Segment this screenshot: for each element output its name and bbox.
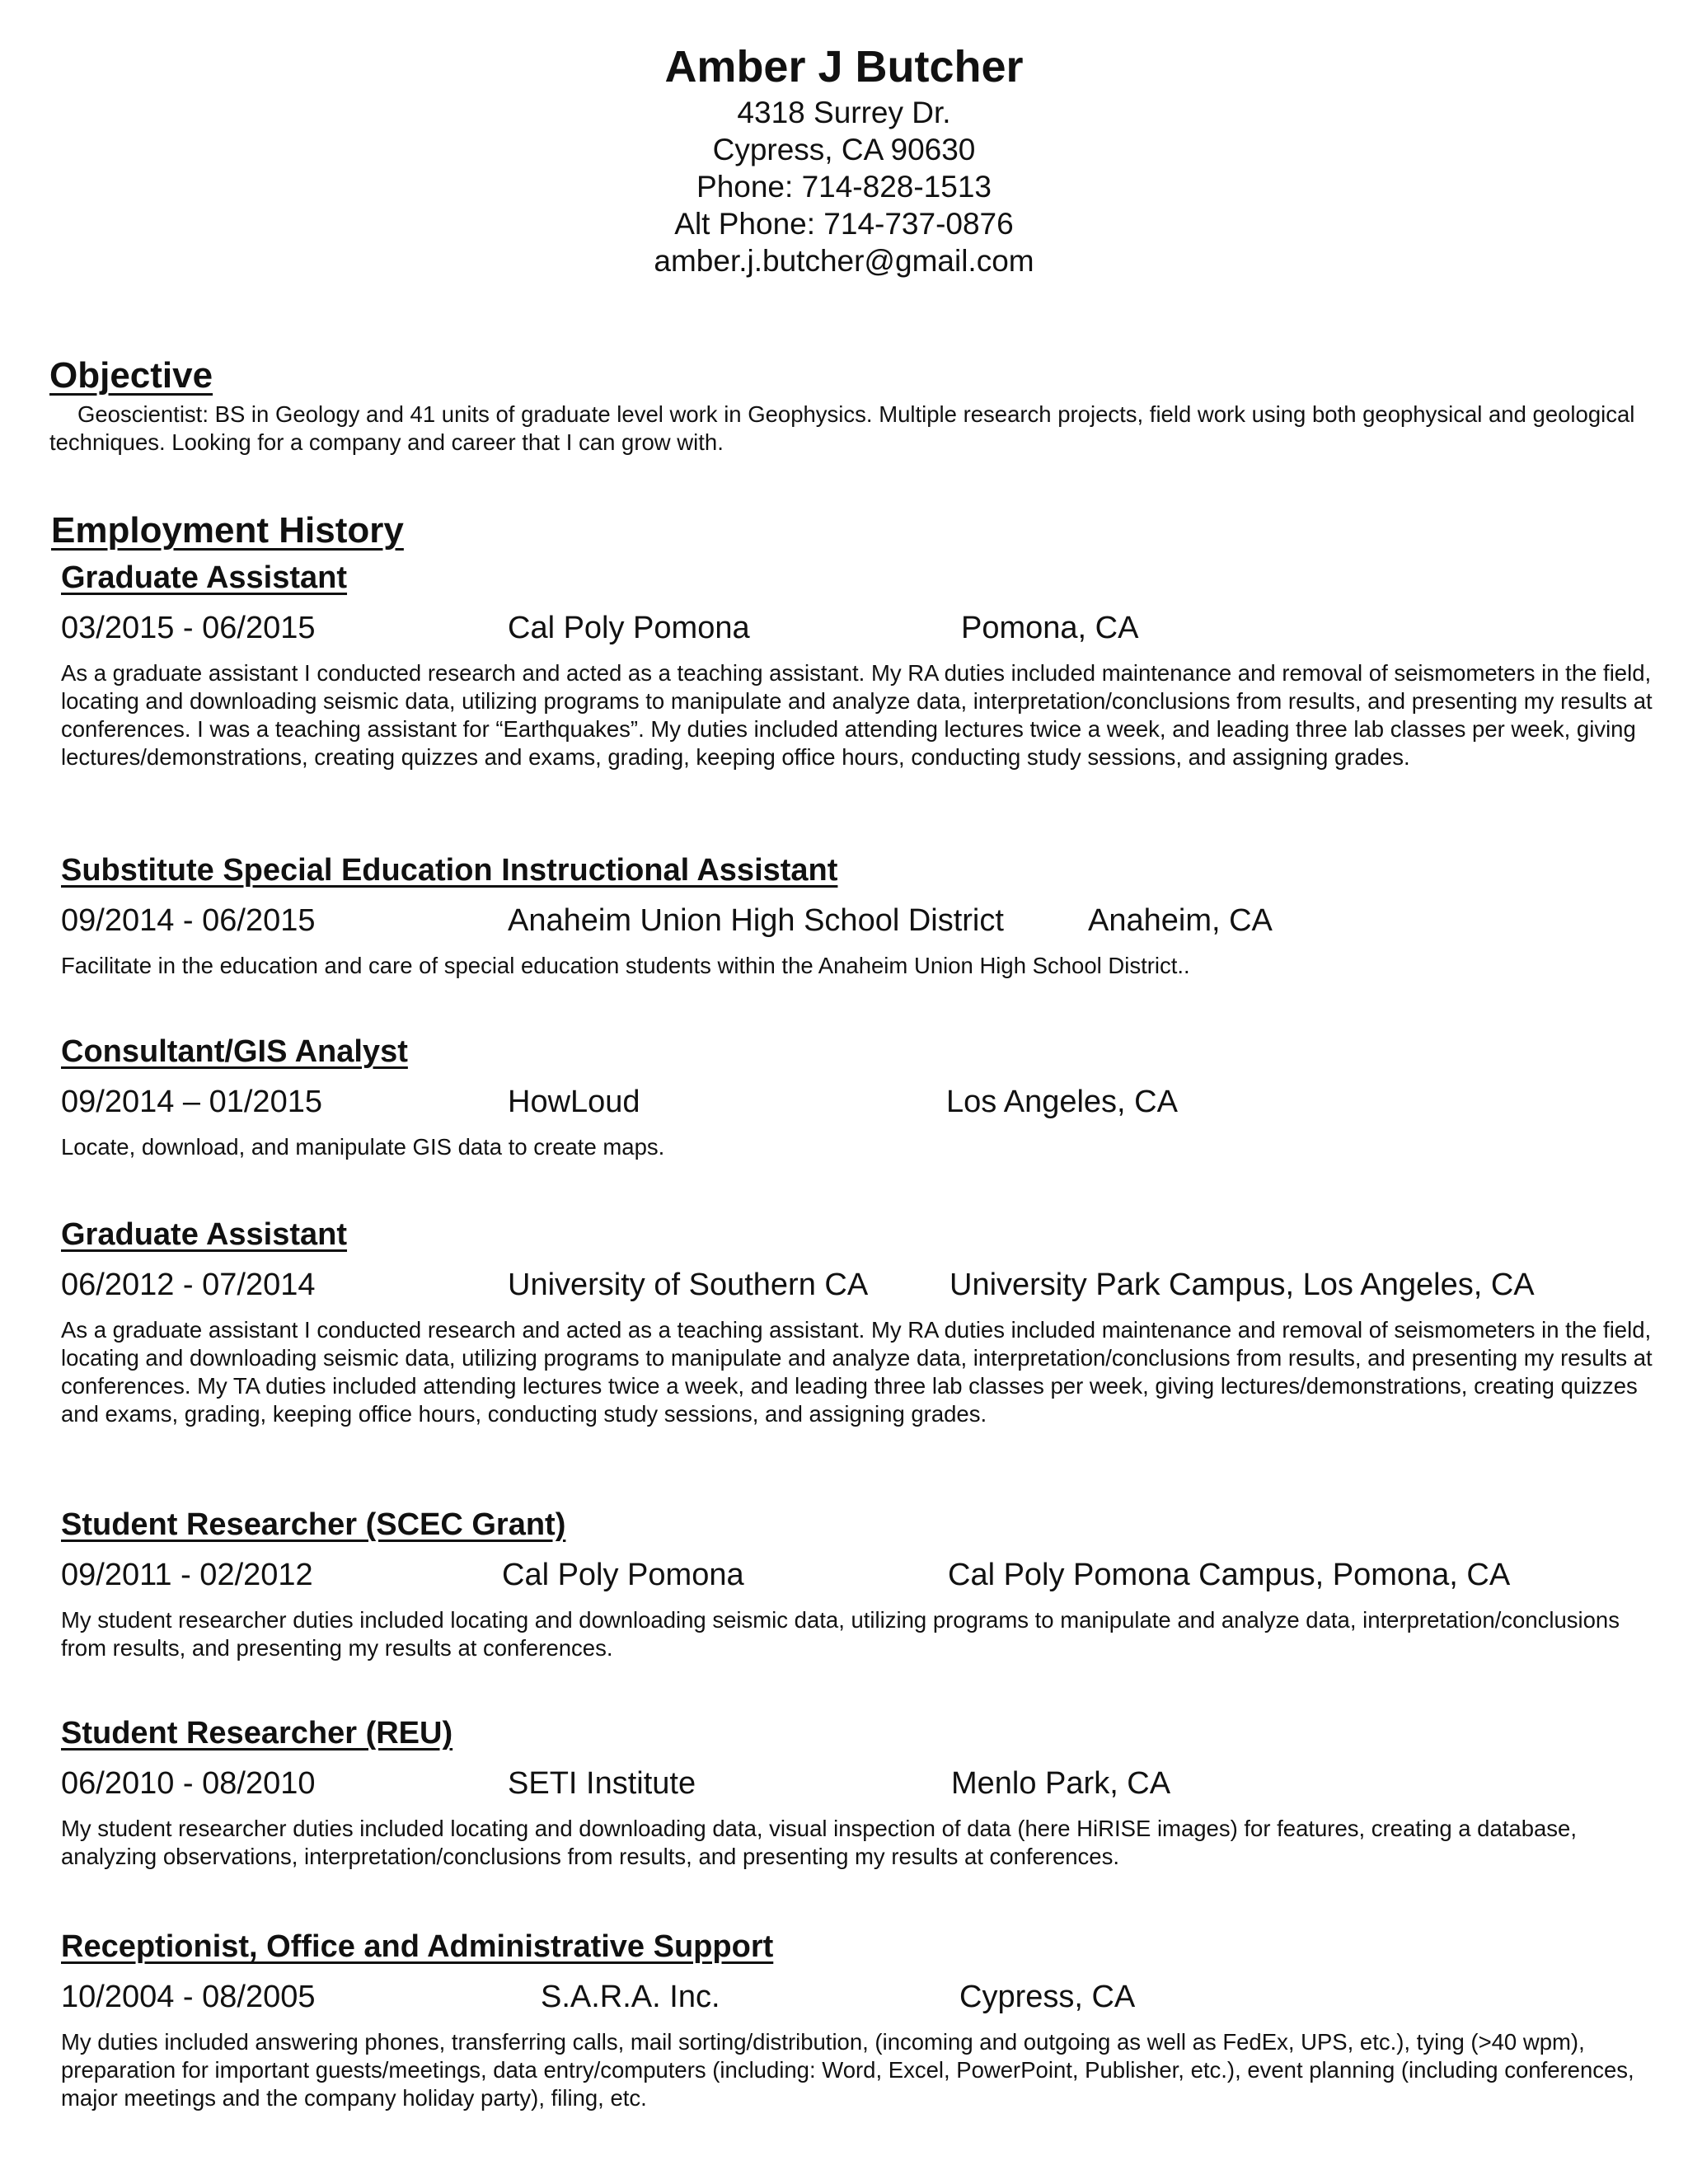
address-line-1: 4318 Surrey Dr. [737,96,951,129]
job-location: Cal Poly Pomona Campus, Pomona, CA [948,1558,1511,1592]
job-location: Pomona, CA [961,611,1139,645]
job-description: Locate, download, and manipulate GIS data to create maps. [61,1134,665,1160]
job-title: Graduate Assistant [61,1217,348,1252]
job-title: Student Researcher (SCEC Grant) [61,1507,566,1542]
job-meta [61,1764,1660,1803]
job-title: Consultant/GIS Analyst [61,1034,408,1069]
job-employer: HowLoud [508,1085,640,1119]
job-employer: Cal Poly Pomona [502,1558,744,1592]
candidate-name: Amber J Butcher [664,42,1024,91]
job-meta [61,1082,1660,1122]
job-entry [61,1714,1660,1871]
employment-history-heading: Employment History [51,510,404,551]
job-location: Los Angeles, CA [946,1085,1178,1119]
job-description: My student researcher duties included locating and downloading seismic data, utilizing programs to manipulate and analyze data, interpretation/conclusions from results, and presenting my results at conferences. [61,1607,1620,1661]
job-title: Receptionist, Office and Administrative Support [61,1929,774,1964]
phone: Phone: 714-828-1513 [696,170,992,204]
job-title: Student Researcher (REU) [61,1716,453,1750]
job-employer: Cal Poly Pomona [508,611,750,645]
job-dates: 03/2015 - 06/2015 [61,611,316,645]
job-meta [61,1977,1660,2017]
job-employer: SETI Institute [508,1766,696,1801]
job-entry [61,1216,1660,1428]
job-meta [61,1265,1660,1305]
alt-phone: Alt Phone: 714-737-0876 [674,207,1014,241]
objective-heading: Objective [49,355,213,396]
job-dates: 10/2004 - 08/2005 [61,1980,316,2014]
job-location: Menlo Park, CA [951,1766,1171,1801]
job-meta [61,1555,1660,1595]
job-entry [61,559,1660,771]
objective-text: Geoscientist: BS in Geology and 41 units of graduate level work in Geophysics. Multiple research projects, field work using both geophysical and geological techniques. Looking for a company and career that I can grow with. [49,401,1635,455]
job-entry [61,1928,1660,2112]
resume-header [0,40,1688,279]
job-title: Substitute Special Education Instructional Assistant [61,853,838,888]
job-description: As a graduate assistant I conducted research and acted as a teaching assistant. My RA duties included maintenance and removal of seismometers in the field, locating and downloading seismic data, utilizing programs to manipulate and analyze data, interpretation/conclusions from results, and presenting my results at conferences. I was a teaching assistant for “Earthquakes”. My duties included attending lectures twice a week, and leading three lab classes per week, giving lectures/demonstrations, creating quizzes and exams, grading, keeping office hours, conducting study sessions, and assigning grades. [61,660,1653,770]
job-meta [61,608,1660,648]
job-description: As a graduate assistant I conducted research and acted as a teaching assistant. My RA duties included maintenance and removal of seismometers in the field, locating and downloading seismic data, utilizing programs to manipulate and analyze data, interpretation/conclusions from results, and presenting my results at conferences. My TA duties included attending lectures twice a week, and leading three lab classes per week, giving lectures/demonstrations, creating quizzes and exams, grading, keeping office hours, conducting study sessions, and assigning grades. [61,1317,1653,1427]
job-description: My student researcher duties included locating and downloading data, visual inspection of data (here HiRISE images) for features, creating a database, analyzing observations, interpretation/conclusions from results, and presenting my results at conferences. [61,1816,1577,1869]
job-entry [61,851,1660,980]
email: amber.j.butcher@gmail.com [654,244,1034,278]
job-description: My duties included answering phones, transferring calls, mail sorting/distribution, (incoming and outgoing as well as FedEx, UPS, etc.), tying (>40 wpm), preparation for important guests/meetings, data entry/computers (including: Word, Excel, PowerPoint, Publisher, etc.), event planning (including conferences, major meetings and the company holiday party), filing, etc. [61,2029,1634,2111]
job-dates: 06/2010 - 08/2010 [61,1766,316,1801]
job-title: Graduate Assistant [61,560,348,595]
address-line-2: Cypress, CA 90630 [712,133,976,166]
job-employer: Anaheim Union High School District [508,903,1004,938]
job-dates: 09/2014 – 01/2015 [61,1085,322,1119]
job-meta [61,901,1660,940]
job-dates: 06/2012 - 07/2014 [61,1268,316,1302]
job-description: Facilitate in the education and care of special education students within the Anaheim Union High School District.. [61,953,1190,978]
job-location: University Park Campus, Los Angeles, CA [950,1268,1535,1302]
job-dates: 09/2011 - 02/2012 [61,1558,313,1592]
job-dates: 09/2014 - 06/2015 [61,903,316,938]
job-employer: University of Southern CA [508,1268,869,1302]
job-employer: S.A.R.A. Inc. [541,1980,720,2014]
job-entry [61,1033,1660,1161]
job-location: Anaheim, CA [1088,903,1273,938]
job-location: Cypress, CA [959,1980,1136,2014]
job-entry [61,1506,1660,1662]
